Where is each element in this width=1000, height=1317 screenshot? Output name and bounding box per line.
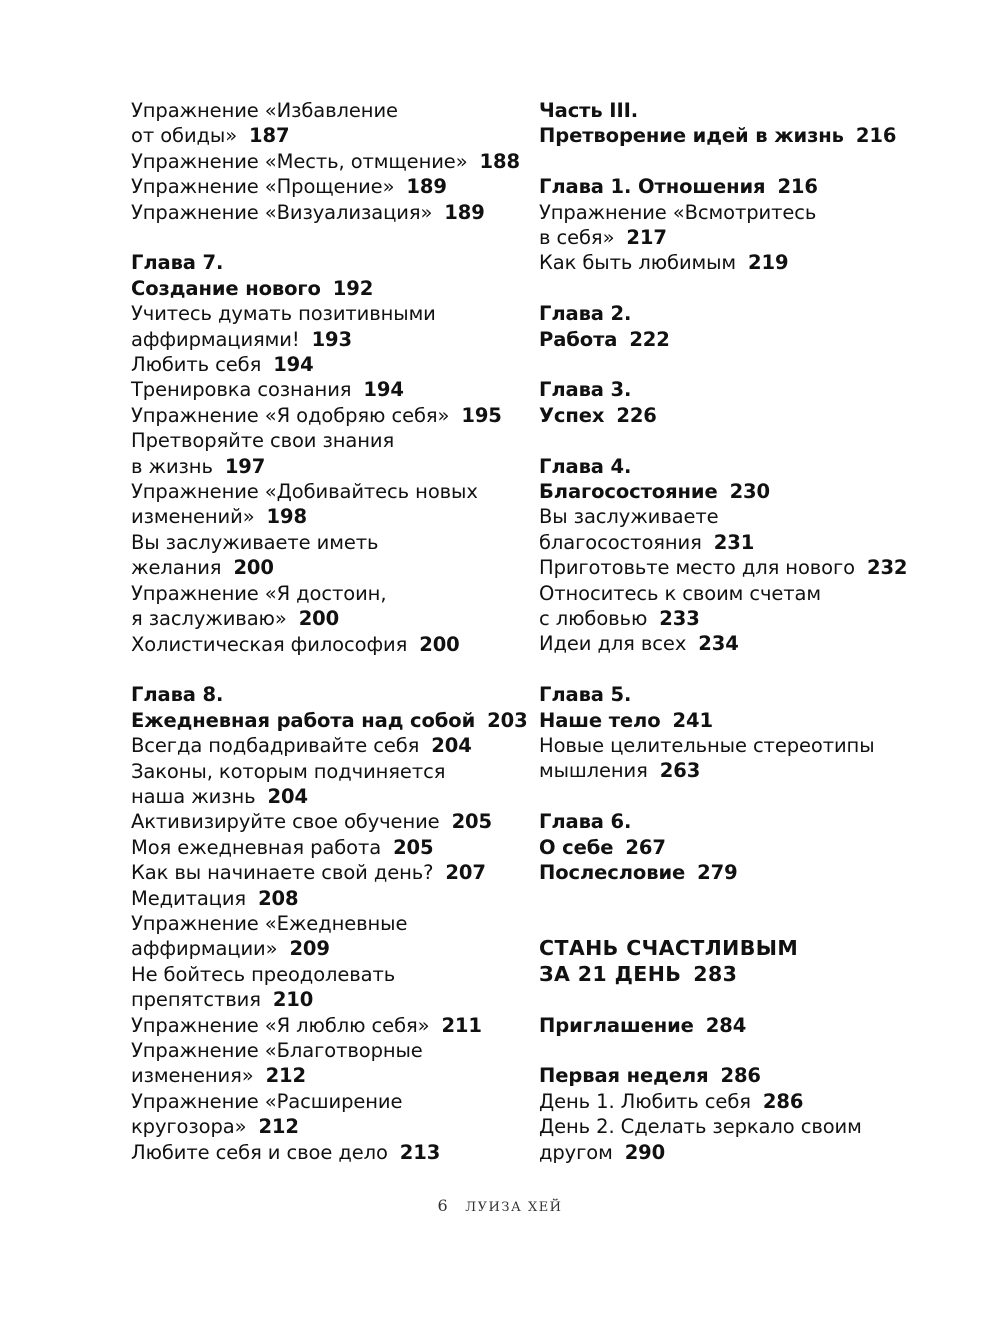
toc-entry: [539, 225, 939, 250]
toc-entry-title: в себя»: [539, 226, 615, 250]
toc-entry: [539, 606, 939, 631]
toc-entry: [539, 555, 939, 580]
toc-entry: [131, 759, 511, 784]
toc-entry-title: Наше тело: [539, 708, 661, 732]
toc-entry-title: Учитесь думать позитивными: [131, 302, 436, 326]
toc-heading: [539, 327, 939, 352]
toc-entry: [131, 123, 511, 148]
toc-entry-title: Идеи для всех: [539, 632, 687, 656]
toc-heading: [539, 174, 939, 199]
toc-entry: [539, 581, 939, 606]
toc-entry: [131, 403, 511, 428]
toc-entry-title: Моя ежедневная работа: [131, 835, 382, 859]
toc-entry-title: Работа: [539, 327, 618, 351]
toc-entry-title: мышления: [539, 759, 648, 783]
toc-spacer: [539, 657, 939, 682]
toc-heading: [539, 454, 939, 479]
toc-entry-title: Как быть любимым: [539, 251, 737, 275]
toc-heading: [539, 860, 939, 885]
toc-page-number: 263: [659, 759, 701, 783]
toc-entry: [131, 733, 511, 758]
toc-page-number: 194: [363, 378, 404, 402]
toc-page-number: 290: [624, 1140, 666, 1164]
toc-entry: [131, 555, 511, 580]
toc-entry-title: наша жизнь: [131, 784, 256, 808]
toc-entry-title: благосостояния: [539, 530, 702, 554]
toc-page-number: 212: [258, 1115, 299, 1139]
toc-heading: [539, 123, 939, 148]
toc-entry: [539, 1089, 939, 1114]
toc-entry: [539, 200, 939, 225]
toc-spacer: [539, 1038, 939, 1063]
toc-page-number: 198: [266, 505, 307, 529]
toc-page-number: 219: [748, 251, 789, 275]
toc-page-number: 222: [629, 327, 670, 351]
toc-entry-title: от обиды»: [131, 124, 238, 148]
toc-spacer: [539, 149, 939, 174]
toc-entry-title: Претворяйте свои знания: [131, 429, 395, 453]
toc-entry-title: Упражнение «Прощение»: [131, 175, 395, 199]
toc-entry-title: Вы заслуживаете: [539, 505, 719, 529]
toc-entry: [131, 1140, 511, 1165]
toc-heading: [539, 1063, 939, 1088]
toc-entry-title: изменения»: [131, 1064, 254, 1088]
toc-entry-title: Как вы начинаете свой день?: [131, 861, 434, 885]
toc-heading: [131, 708, 528, 733]
toc-entry: [131, 327, 511, 352]
toc-page-number: 188: [479, 149, 520, 173]
toc-entry-title: Глава 5.: [539, 683, 632, 707]
toc-spacer: [539, 428, 939, 453]
toc-page-number: 207: [445, 861, 486, 885]
toc-page-number: 189: [444, 200, 485, 224]
toc-page-number: 200: [298, 607, 340, 631]
toc-entry-title: Глава 2.: [539, 302, 632, 326]
toc-page-number: 226: [616, 403, 657, 427]
toc-page-number: 212: [265, 1064, 306, 1088]
toc-entry-title: Глава 7.: [131, 251, 224, 275]
toc-page-number: 209: [289, 937, 330, 961]
toc-page-number: 210: [272, 988, 314, 1012]
toc-entry-title: Упражнение «Избавление: [131, 99, 398, 122]
toc-page-number: 279: [697, 861, 738, 885]
toc-entry-title: Тренировка сознания: [131, 378, 352, 402]
toc-entry: [131, 479, 511, 504]
toc-page-number: 232: [867, 556, 908, 580]
toc-entry-title: Вы заслуживаете иметь: [131, 530, 379, 554]
toc-column-right: [539, 98, 939, 1165]
toc-page-number: 234: [698, 632, 739, 656]
toc-entry-title: Новые целительные стереотипы: [539, 734, 875, 758]
toc-entry: [131, 1038, 511, 1063]
toc-page-number: 216: [855, 124, 897, 148]
toc-page-number: 286: [762, 1089, 804, 1113]
toc-entry: [131, 377, 511, 402]
toc-entry-title: Упражнение «Я люблю себя»: [131, 1013, 430, 1037]
toc-entry: [131, 1063, 511, 1088]
toc-spacer: [539, 276, 939, 301]
toc-entry-title: Упражнение «Всмотритесь: [539, 200, 817, 224]
toc-entry-title: Претворение идей в жизнь: [539, 124, 844, 148]
toc-entry: [131, 784, 511, 809]
toc-entry: [131, 1013, 511, 1038]
toc-entry-title: Упражнение «Благотворные: [131, 1039, 423, 1062]
toc-entry: [131, 428, 511, 453]
toc-page-number: 205: [393, 835, 434, 859]
toc-entry-title: День 1. Любить себя: [539, 1089, 751, 1113]
toc-page-number: 194: [273, 353, 314, 377]
toc-entry-title: Глава 6.: [539, 810, 632, 834]
toc-page-number: 189: [406, 175, 447, 199]
toc-page-number: 192: [332, 276, 374, 300]
toc-entry-title: Любите себя и свое дело: [131, 1140, 388, 1164]
toc-entry-title: я заслуживаю»: [131, 607, 287, 631]
toc-entry-title: Упражнение «Я достоин,: [131, 581, 387, 605]
toc-page-number: 213: [399, 1140, 441, 1164]
toc-entry-title: Упражнение «Я одобряю себя»: [131, 403, 450, 427]
toc-entry-title: Глава 8.: [131, 683, 224, 707]
toc-entry: [131, 632, 511, 657]
toc-page-number: 217: [626, 226, 667, 250]
toc-heading: [539, 377, 939, 402]
toc-entry-title: Глава 1. Отношения: [539, 175, 766, 199]
toc-entry-title: Приготовьте место для нового: [539, 556, 855, 580]
toc-entry: [131, 504, 511, 529]
toc-entry-title: Благосостояние: [539, 480, 718, 504]
toc-page-number: 195: [461, 403, 502, 427]
toc-entry-title: другом: [539, 1140, 613, 1164]
toc-entry-title: День 2. Сделать зеркало своим: [539, 1115, 862, 1139]
toc-entry: [539, 504, 939, 529]
toc-entry: [131, 1089, 511, 1114]
toc-entry-title: СТАНЬ СЧАСТЛИВЫМ: [539, 936, 799, 961]
toc-entry-title: О себе: [539, 835, 614, 859]
toc-entry-title: Не бойтесь преодолевать: [131, 962, 396, 986]
toc-entry-title: Всегда подбадривайте себя: [131, 734, 420, 758]
toc-entry: [131, 352, 511, 377]
toc-entry: [539, 530, 939, 555]
toc-page-number: 231: [713, 530, 755, 554]
toc-page-number: 193: [311, 327, 352, 351]
toc-heading: [131, 276, 511, 301]
toc-entry: [131, 809, 511, 834]
toc-page-number: 286: [720, 1064, 761, 1088]
toc-entry-title: Относитесь к своим счетам: [539, 581, 822, 605]
toc-spacer: [539, 886, 939, 937]
toc-heading: [539, 708, 939, 733]
toc-page-number: 283: [693, 961, 738, 986]
toc-page-number: 211: [441, 1013, 482, 1037]
toc-heading: [539, 403, 939, 428]
toc-entry: [131, 911, 511, 936]
toc-page-number: 204: [267, 784, 308, 808]
toc-entry-title: Часть III.: [539, 99, 639, 122]
toc-spacer: [131, 225, 511, 250]
toc-entry-title: Любить себя: [131, 353, 262, 377]
toc-entry-title: Первая неделя: [539, 1064, 709, 1088]
toc-spacer: [131, 657, 511, 682]
toc-heading: [539, 682, 939, 707]
toc-entry-title: Законы, которым подчиняется: [131, 759, 446, 783]
toc-entry-title: с любовью: [539, 607, 648, 631]
toc-entry: [131, 962, 511, 987]
toc-entry-title: Активизируйте свое обучение: [131, 810, 440, 834]
toc-entry: [131, 886, 511, 911]
toc-entry-title: Послесловие: [539, 861, 686, 885]
toc-entry-title: Упражнение «Добивайтесь новых: [131, 480, 478, 504]
toc-entry-title: Глава 3.: [539, 378, 632, 402]
toc-entry-title: аффирмации»: [131, 937, 278, 961]
toc-entry: [131, 860, 511, 885]
running-head-author: ЛУИЗА ХЕЙ: [465, 1200, 563, 1215]
toc-entry: [539, 250, 939, 275]
toc-column-left: [131, 98, 528, 1165]
toc-entry: [131, 606, 511, 631]
toc-heading: [539, 809, 939, 834]
toc-heading: [539, 962, 939, 987]
toc-spacer: [539, 987, 939, 1012]
toc-entry-title: Упражнение «Расширение: [131, 1089, 403, 1113]
toc-page-number: 197: [224, 454, 266, 478]
toc-entry-title: изменений»: [131, 505, 255, 529]
page-footer: [0, 1196, 1000, 1215]
toc-page-number: 216: [777, 175, 818, 199]
toc-page-number: 205: [451, 810, 492, 834]
toc-heading: [539, 1013, 939, 1038]
toc-page-number: 267: [625, 835, 666, 859]
toc-entry: [131, 301, 511, 326]
toc-entry: [539, 1140, 939, 1165]
toc-page-number: 233: [659, 607, 700, 631]
toc-page-number: 200: [419, 632, 460, 656]
toc-entry: [131, 936, 511, 961]
toc-page-number: 204: [431, 734, 472, 758]
toc-entry-title: Упражнение «Визуализация»: [131, 200, 433, 224]
toc-entry: [131, 454, 511, 479]
toc-entry-title: Холистическая философия: [131, 632, 408, 656]
toc-entry: [539, 758, 939, 783]
toc-spacer: [539, 352, 939, 377]
toc-entry-title: Успех: [539, 403, 605, 427]
toc-entry: [131, 835, 511, 860]
toc-entry: [131, 200, 511, 225]
toc-heading: [131, 682, 511, 707]
toc-page-number: 200: [233, 556, 274, 580]
toc-page-number: 208: [258, 886, 299, 910]
toc-entry-title: Ежедневная работа над собой: [131, 708, 476, 732]
toc-heading: [539, 936, 939, 961]
toc-entry-title: аффирмациями!: [131, 327, 300, 351]
toc-entry: [131, 174, 511, 199]
page-number: 6: [437, 1196, 448, 1215]
toc-entry-title: Упражнение «Месть, отмщение»: [131, 149, 468, 173]
toc-entry: [131, 98, 511, 123]
toc-entry: [131, 1114, 511, 1139]
toc-entry-title: препятствия: [131, 988, 261, 1012]
toc-entry: [131, 530, 511, 555]
toc-entry: [539, 1114, 939, 1139]
toc-page-number: 203: [487, 708, 528, 732]
toc-spacer: [539, 784, 939, 809]
toc-entry-title: Упражнение «Ежедневные: [131, 911, 408, 935]
toc-entry-title: Создание нового: [131, 276, 321, 300]
toc-heading: [131, 250, 511, 275]
toc-page-number: 187: [249, 124, 290, 148]
toc-entry-title: в жизнь: [131, 454, 213, 478]
toc-heading: [539, 301, 939, 326]
toc-page-number: 230: [729, 480, 770, 504]
toc-entry-title: желания: [131, 556, 222, 580]
toc-heading: [539, 479, 939, 504]
toc-entry-title: Глава 4.: [539, 454, 632, 478]
toc-page-number: 284: [705, 1013, 747, 1037]
toc-entry-title: ЗА 21 ДЕНЬ: [539, 961, 682, 986]
toc-page-number: 241: [672, 708, 713, 732]
toc-entry-title: Медитация: [131, 886, 247, 910]
toc-entry-title: кругозора»: [131, 1115, 247, 1139]
toc-entry-title: Приглашение: [539, 1013, 694, 1037]
toc-heading: [539, 98, 939, 123]
toc-entry: [131, 581, 511, 606]
toc-entry: [131, 987, 511, 1012]
toc-heading: [539, 835, 939, 860]
toc-entry: [539, 733, 939, 758]
toc-entry: [131, 149, 520, 174]
toc-entry: [539, 631, 939, 656]
